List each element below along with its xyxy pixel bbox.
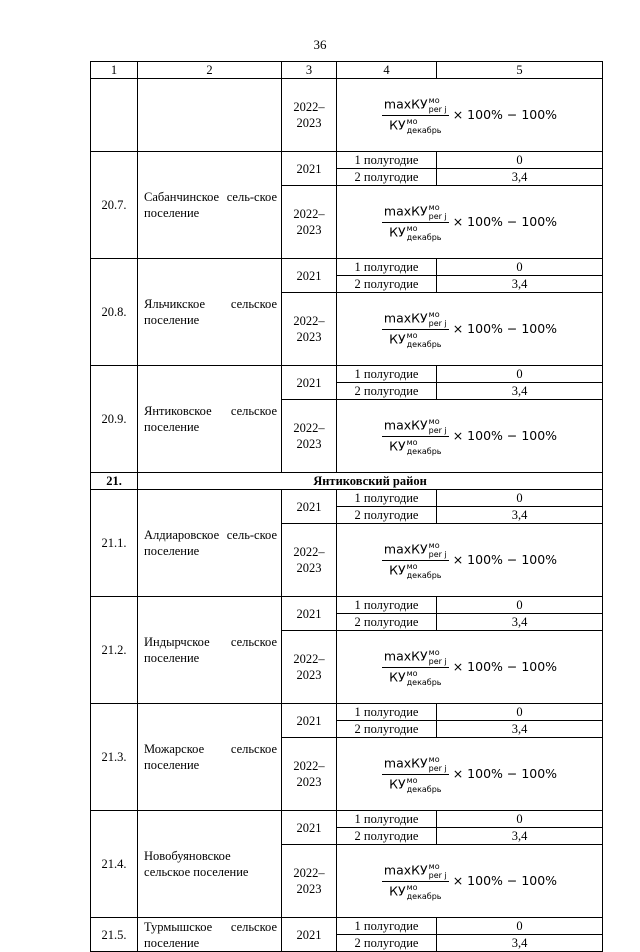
continuation-row	[91, 79, 603, 152]
table-row	[91, 597, 603, 614]
settlement-name: Можарское сельское поселение	[138, 704, 282, 811]
numerator-sub: per j	[428, 870, 447, 880]
entry-number: 20.8.	[91, 259, 138, 366]
denominator-indices	[407, 669, 442, 687]
formula-cell	[337, 631, 603, 704]
half-year-value: 3,4	[437, 935, 603, 952]
numerator-indices	[429, 203, 447, 221]
year-cell	[282, 79, 337, 152]
denominator-sub: декабрь	[406, 232, 442, 242]
half-year-value: 3,4	[437, 383, 603, 400]
formula-numerator	[382, 310, 449, 330]
half-year-value: 0	[437, 490, 603, 507]
denominator-sub: декабрь	[406, 677, 442, 687]
empty-cell	[138, 79, 282, 152]
formula-tail: × 100% − 100%	[452, 428, 558, 443]
denominator-sup: мо	[406, 330, 418, 340]
formula	[382, 310, 557, 349]
half-year-value: 0	[437, 597, 603, 614]
half-year-value: 0	[437, 918, 603, 935]
numerator-indices	[429, 541, 447, 559]
formula-denominator	[387, 116, 443, 135]
numerator-sup: мо	[428, 416, 440, 426]
half-year-label: 1 полугодие	[337, 152, 437, 169]
numerator-base: maxКУ	[383, 203, 428, 218]
formula-cell	[337, 524, 603, 597]
numerator-sub: per j	[428, 318, 447, 328]
formula	[382, 648, 557, 687]
formula-cell	[337, 738, 603, 811]
year-cell	[282, 918, 337, 952]
header-cell: 1	[91, 62, 138, 79]
half-year-label: 2 полугодие	[337, 721, 437, 738]
table-row	[91, 704, 603, 721]
year-cell	[282, 293, 337, 366]
formula-denominator	[387, 330, 443, 349]
formula-tail: × 100% − 100%	[452, 107, 558, 122]
entry-number: 21.2.	[91, 597, 138, 704]
formula	[382, 203, 557, 242]
header-cell: 5	[437, 62, 603, 79]
region-name: Янтиковский район	[138, 473, 603, 490]
tariff-table	[90, 61, 603, 952]
header-cell: 2	[138, 62, 282, 79]
formula-fraction	[382, 541, 449, 580]
numerator-sup: мо	[428, 754, 440, 764]
denominator-sub: декабрь	[406, 570, 442, 580]
table-row	[91, 490, 603, 507]
half-year-label: 1 полугодие	[337, 704, 437, 721]
formula-tail: × 100% − 100%	[452, 214, 558, 229]
year-cell	[282, 597, 337, 631]
half-year-label: 1 полугодие	[337, 490, 437, 507]
year-cell	[282, 811, 337, 845]
half-year-value: 3,4	[437, 614, 603, 631]
half-year-label: 2 полугодие	[337, 828, 437, 845]
denominator-indices	[407, 562, 442, 580]
formula-numerator	[382, 755, 449, 775]
denominator-base: КУ	[389, 117, 406, 132]
denominator-base: КУ	[389, 438, 406, 453]
denominator-sub: декабрь	[406, 891, 442, 901]
denominator-sub: декабрь	[406, 784, 442, 794]
numerator-indices	[429, 862, 447, 880]
year-cell	[282, 400, 337, 473]
year-text: 2021	[296, 375, 322, 390]
denominator-sup: мо	[406, 223, 418, 233]
denominator-sub: декабрь	[406, 446, 442, 456]
formula	[382, 862, 557, 901]
year-text: 2021	[296, 820, 322, 835]
numerator-sup: мо	[428, 647, 440, 657]
settlement-name: Янтиковское сельское поселение	[138, 366, 282, 473]
numerator-base: maxКУ	[383, 648, 428, 663]
settlement-name: Индырчское сельское поселение	[138, 597, 282, 704]
numerator-indices	[429, 310, 447, 328]
table-row	[91, 366, 603, 383]
formula-cell	[337, 79, 603, 152]
half-year-label: 1 полугодие	[337, 366, 437, 383]
entry-number: 21.1.	[91, 490, 138, 597]
half-year-value: 3,4	[437, 507, 603, 524]
year-text: 2022– 2023	[293, 866, 325, 896]
year-text: 2022– 2023	[293, 652, 325, 682]
year-text: 2021	[296, 499, 322, 514]
formula-tail: × 100% − 100%	[452, 766, 558, 781]
numerator-sub: per j	[428, 104, 447, 114]
denominator-indices	[407, 117, 442, 135]
settlement-name: Яльчикское сельское поселение	[138, 259, 282, 366]
entry-number: 21.5.	[91, 918, 138, 952]
half-year-label: 2 полугодие	[337, 383, 437, 400]
denominator-indices	[407, 883, 442, 901]
half-year-label: 1 полугодие	[337, 259, 437, 276]
numerator-base: maxКУ	[383, 755, 428, 770]
formula-numerator	[382, 417, 449, 437]
region-number: 21.	[91, 473, 138, 490]
numerator-sup: мо	[428, 202, 440, 212]
numerator-sub: per j	[428, 425, 447, 435]
denominator-base: КУ	[389, 776, 406, 791]
numerator-indices	[429, 417, 447, 435]
formula-tail: × 100% − 100%	[452, 552, 558, 567]
formula-fraction	[382, 648, 449, 687]
year-text: 2021	[296, 268, 322, 283]
half-year-value: 0	[437, 704, 603, 721]
year-cell	[282, 366, 337, 400]
table-row	[91, 811, 603, 828]
formula-fraction	[382, 755, 449, 794]
year-cell	[282, 259, 337, 293]
numerator-sub: per j	[428, 763, 447, 773]
half-year-label: 2 полугодие	[337, 507, 437, 524]
formula-tail: × 100% − 100%	[452, 873, 558, 888]
numerator-sup: мо	[428, 540, 440, 550]
denominator-sub: декабрь	[406, 125, 442, 135]
denominator-sup: мо	[406, 668, 418, 678]
denominator-sup: мо	[406, 116, 418, 126]
year-cell	[282, 845, 337, 918]
half-year-label: 2 полугодие	[337, 169, 437, 186]
denominator-base: КУ	[389, 331, 406, 346]
formula-denominator	[387, 561, 443, 580]
year-cell	[282, 490, 337, 524]
denominator-sup: мо	[406, 437, 418, 447]
half-year-label: 1 полугодие	[337, 918, 437, 935]
half-year-value: 3,4	[437, 721, 603, 738]
formula	[382, 96, 557, 135]
half-year-label: 2 полугодие	[337, 276, 437, 293]
year-text: 2022– 2023	[293, 207, 325, 237]
year-text: 2022– 2023	[293, 421, 325, 451]
numerator-sup: мо	[428, 95, 440, 105]
entry-number: 20.9.	[91, 366, 138, 473]
denominator-sup: мо	[406, 775, 418, 785]
formula-tail: × 100% − 100%	[452, 659, 558, 674]
year-cell	[282, 738, 337, 811]
formula	[382, 755, 557, 794]
denominator-indices	[407, 331, 442, 349]
formula-numerator	[382, 203, 449, 223]
numerator-sup: мо	[428, 861, 440, 871]
numerator-base: maxКУ	[383, 310, 428, 325]
formula-numerator	[382, 541, 449, 561]
region-row	[91, 473, 603, 490]
header-cell: 3	[282, 62, 337, 79]
denominator-base: КУ	[389, 224, 406, 239]
half-year-value: 0	[437, 152, 603, 169]
formula	[382, 417, 557, 456]
settlement-name: Сабанчинское сель-ское поселение	[138, 152, 282, 259]
numerator-indices	[429, 648, 447, 666]
formula-denominator	[387, 223, 443, 242]
year-text: 2021	[296, 161, 322, 176]
entry-number: 21.4.	[91, 811, 138, 918]
numerator-sub: per j	[428, 656, 447, 666]
formula-denominator	[387, 437, 443, 456]
year-text: 2021	[296, 927, 322, 942]
year-text: 2022– 2023	[293, 100, 325, 130]
entry-number: 20.7.	[91, 152, 138, 259]
denominator-sup: мо	[406, 882, 418, 892]
formula	[382, 541, 557, 580]
formula-numerator	[382, 96, 449, 116]
formula-denominator	[387, 775, 443, 794]
formula-numerator	[382, 648, 449, 668]
year-text: 2022– 2023	[293, 545, 325, 575]
numerator-base: maxКУ	[383, 541, 428, 556]
empty-cell	[91, 79, 138, 152]
denominator-base: КУ	[389, 669, 406, 684]
page-number: 36	[313, 37, 327, 52]
formula-cell	[337, 186, 603, 259]
formula-cell	[337, 293, 603, 366]
denominator-indices	[407, 776, 442, 794]
half-year-value: 3,4	[437, 828, 603, 845]
year-text: 2022– 2023	[293, 314, 325, 344]
denominator-sub: декабрь	[406, 339, 442, 349]
year-cell	[282, 186, 337, 259]
header-cell: 4	[337, 62, 437, 79]
table-row	[91, 918, 603, 935]
half-year-value: 3,4	[437, 276, 603, 293]
year-text: 2021	[296, 713, 322, 728]
year-cell	[282, 704, 337, 738]
numerator-base: maxКУ	[383, 96, 428, 111]
numerator-indices	[429, 755, 447, 773]
denominator-base: КУ	[389, 562, 406, 577]
formula-fraction	[382, 310, 449, 349]
year-text: 2022– 2023	[293, 759, 325, 789]
numerator-sub: per j	[428, 549, 447, 559]
numerator-sup: мо	[428, 309, 440, 319]
formula-denominator	[387, 668, 443, 687]
half-year-label: 2 полугодие	[337, 614, 437, 631]
formula-denominator	[387, 882, 443, 901]
half-year-label: 2 полугодие	[337, 935, 437, 952]
formula-cell	[337, 400, 603, 473]
formula-fraction	[382, 203, 449, 242]
numerator-indices	[429, 96, 447, 114]
half-year-value: 0	[437, 259, 603, 276]
formula-numerator	[382, 862, 449, 882]
half-year-value: 0	[437, 366, 603, 383]
year-cell	[282, 524, 337, 597]
half-year-label: 1 полугодие	[337, 597, 437, 614]
numerator-sub: per j	[428, 211, 447, 221]
half-year-value: 0	[437, 811, 603, 828]
settlement-name: Алдиаровское сель-ское поселение	[138, 490, 282, 597]
numerator-base: maxКУ	[383, 417, 428, 432]
formula-cell	[337, 845, 603, 918]
year-cell	[282, 631, 337, 704]
denominator-indices	[407, 438, 442, 456]
settlement-name: Новобуяновское сельское поселение	[138, 811, 282, 918]
denominator-sup: мо	[406, 561, 418, 571]
formula-tail: × 100% − 100%	[452, 321, 558, 336]
formula-fraction	[382, 862, 449, 901]
numerator-base: maxКУ	[383, 862, 428, 877]
formula-fraction	[382, 96, 449, 135]
entry-number: 21.3.	[91, 704, 138, 811]
formula-fraction	[382, 417, 449, 456]
half-year-value: 3,4	[437, 169, 603, 186]
year-text: 2021	[296, 606, 322, 621]
year-cell	[282, 152, 337, 186]
denominator-indices	[407, 224, 442, 242]
header-row	[91, 62, 603, 79]
table-row	[91, 152, 603, 169]
denominator-base: КУ	[389, 883, 406, 898]
half-year-label: 1 полугодие	[337, 811, 437, 828]
table-row	[91, 259, 603, 276]
settlement-name: Турмышское сельское поселение	[138, 918, 282, 952]
